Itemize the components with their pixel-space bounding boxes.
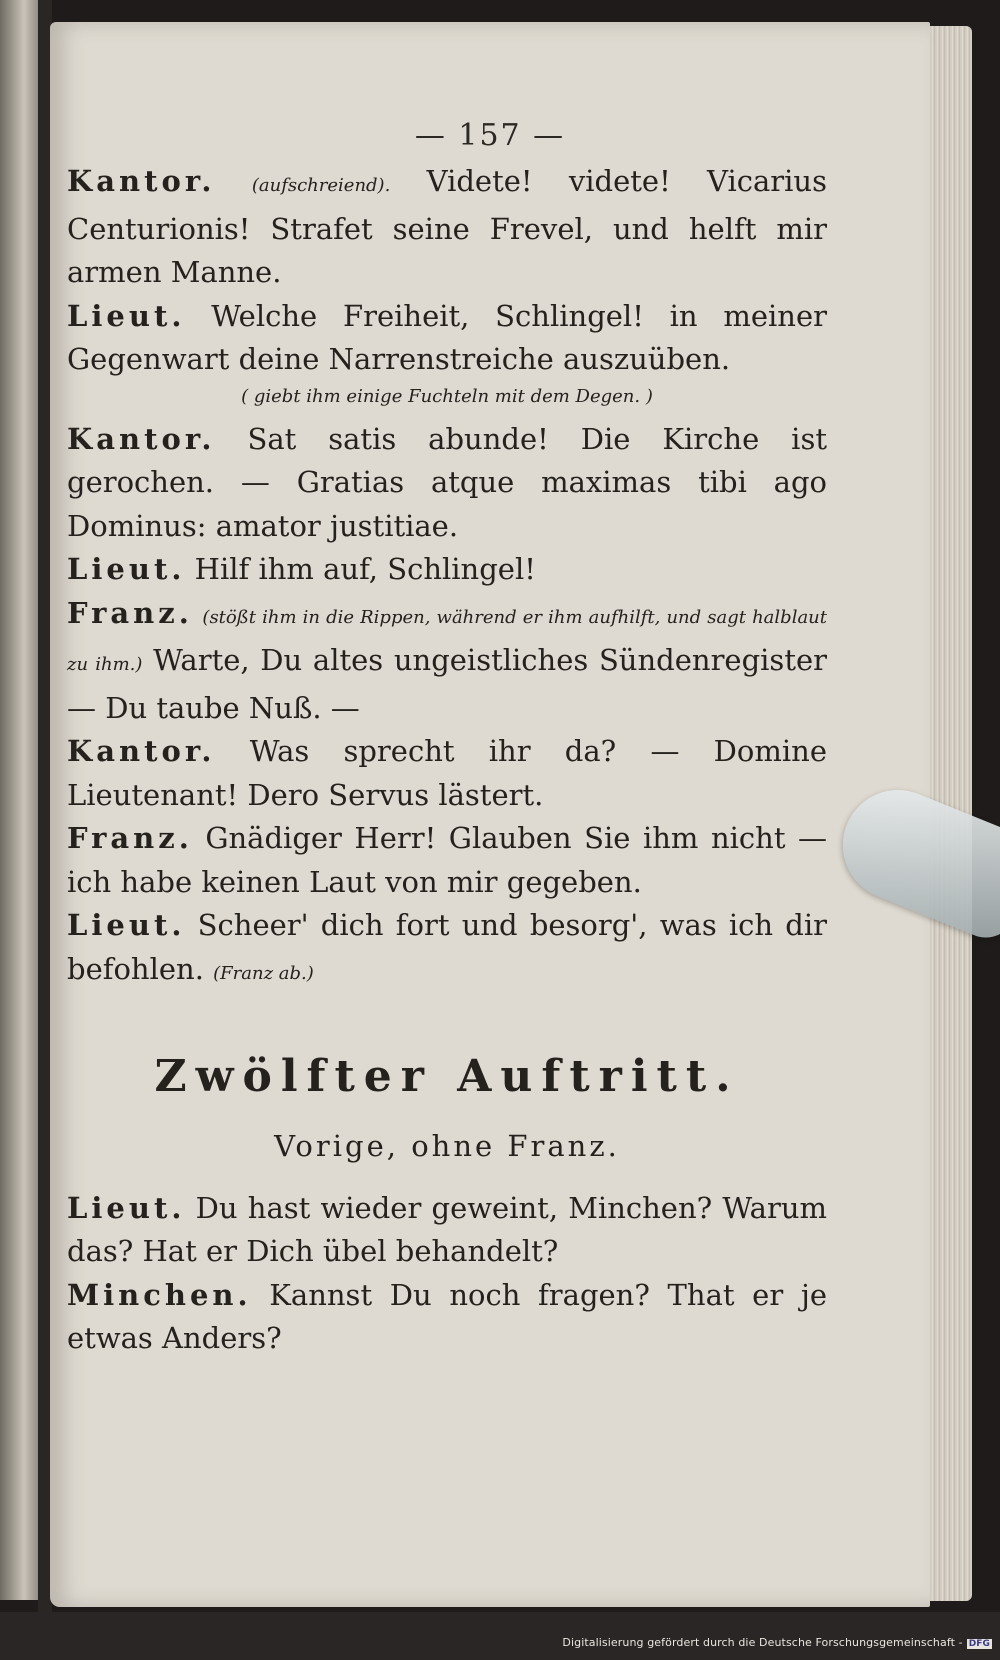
paragraph <box>67 730 827 817</box>
paragraph <box>67 160 827 295</box>
speaker: Kantor. <box>67 421 216 456</box>
paragraph <box>67 904 827 995</box>
speech: Warte, Du altes ungeistliches Sündenregister — Du taube Nuß. — <box>67 643 827 725</box>
speaker: Lieut. <box>67 908 186 942</box>
stage-direction: (Franz ab.) <box>213 962 314 984</box>
page-number: — 157 — <box>414 118 566 153</box>
speech: Scheer' dich fort und besorg', was ich dir befohlen. <box>67 908 828 986</box>
speech: Sat satis abunde! Die Kirche ist gerochen. — Gratias atque maximas tibi ago Dominus: amator justitiae. <box>67 421 827 543</box>
speaker: Lieut. <box>67 1190 186 1225</box>
speaker: Kantor. <box>67 734 216 768</box>
credit-text: Digitalisierung gefördert durch die Deutsche Forschungsgemeinschaft - <box>562 1636 963 1649</box>
page-text <box>67 160 827 1361</box>
speaker: Franz. <box>67 821 193 855</box>
speech: Videte! videte! Vicarius Centurionis! Strafet seine Frevel, und helft mir armen Manne. <box>67 164 827 289</box>
speaker: Lieut. <box>67 552 186 586</box>
speaker: Kantor. <box>67 164 216 198</box>
paragraph <box>67 1274 827 1361</box>
dfg-logo-icon: DFG <box>968 1639 990 1649</box>
stage-direction: ( giebt ihm einige Fuchteln mit dem Degen. ) <box>241 385 653 407</box>
speech: Gnädiger Herr! Glauben Sie ihm nicht — ich habe keinen Laut von mir gegeben. <box>67 821 827 899</box>
speech: Du hast wieder geweint, Minchen? Warum das? Hat er Dich übel behandelt? <box>67 1190 827 1268</box>
speaker: Lieut. <box>67 298 186 333</box>
speech: Kannst Du noch fragen? That er je etwas Anders? <box>67 1277 828 1355</box>
speaker: Franz. <box>67 595 193 630</box>
paragraph <box>67 817 827 904</box>
digitization-credit <box>562 1636 992 1649</box>
paragraph <box>67 295 827 382</box>
paragraph <box>67 418 827 549</box>
speech: Welche Freiheit, Schlingel! in meiner Gegenwart deine Narrenstreiche auszuüben. <box>67 298 828 376</box>
scene-subtitle: Vorige, ohne Franz. <box>274 1129 620 1163</box>
scene-title: Zwölfter Auftritt. <box>154 1051 740 1102</box>
paragraph <box>67 1187 827 1274</box>
speech: Was sprecht ihr da? — Domine Lieutenant! Dero Servus lästert. <box>67 734 828 812</box>
paragraph <box>67 548 827 592</box>
stage-direction: (aufschreiend). <box>251 175 391 196</box>
previous-page-edge <box>0 0 40 1600</box>
speaker: Minchen. <box>67 1277 252 1312</box>
paragraph <box>67 592 827 731</box>
speech: Hilf ihm auf, Schlingel! <box>194 552 536 586</box>
stage-direction: (stößt ihm in die Rippen, während er ihm aufhilft, und sagt halblaut zu ihm.) <box>67 606 828 675</box>
